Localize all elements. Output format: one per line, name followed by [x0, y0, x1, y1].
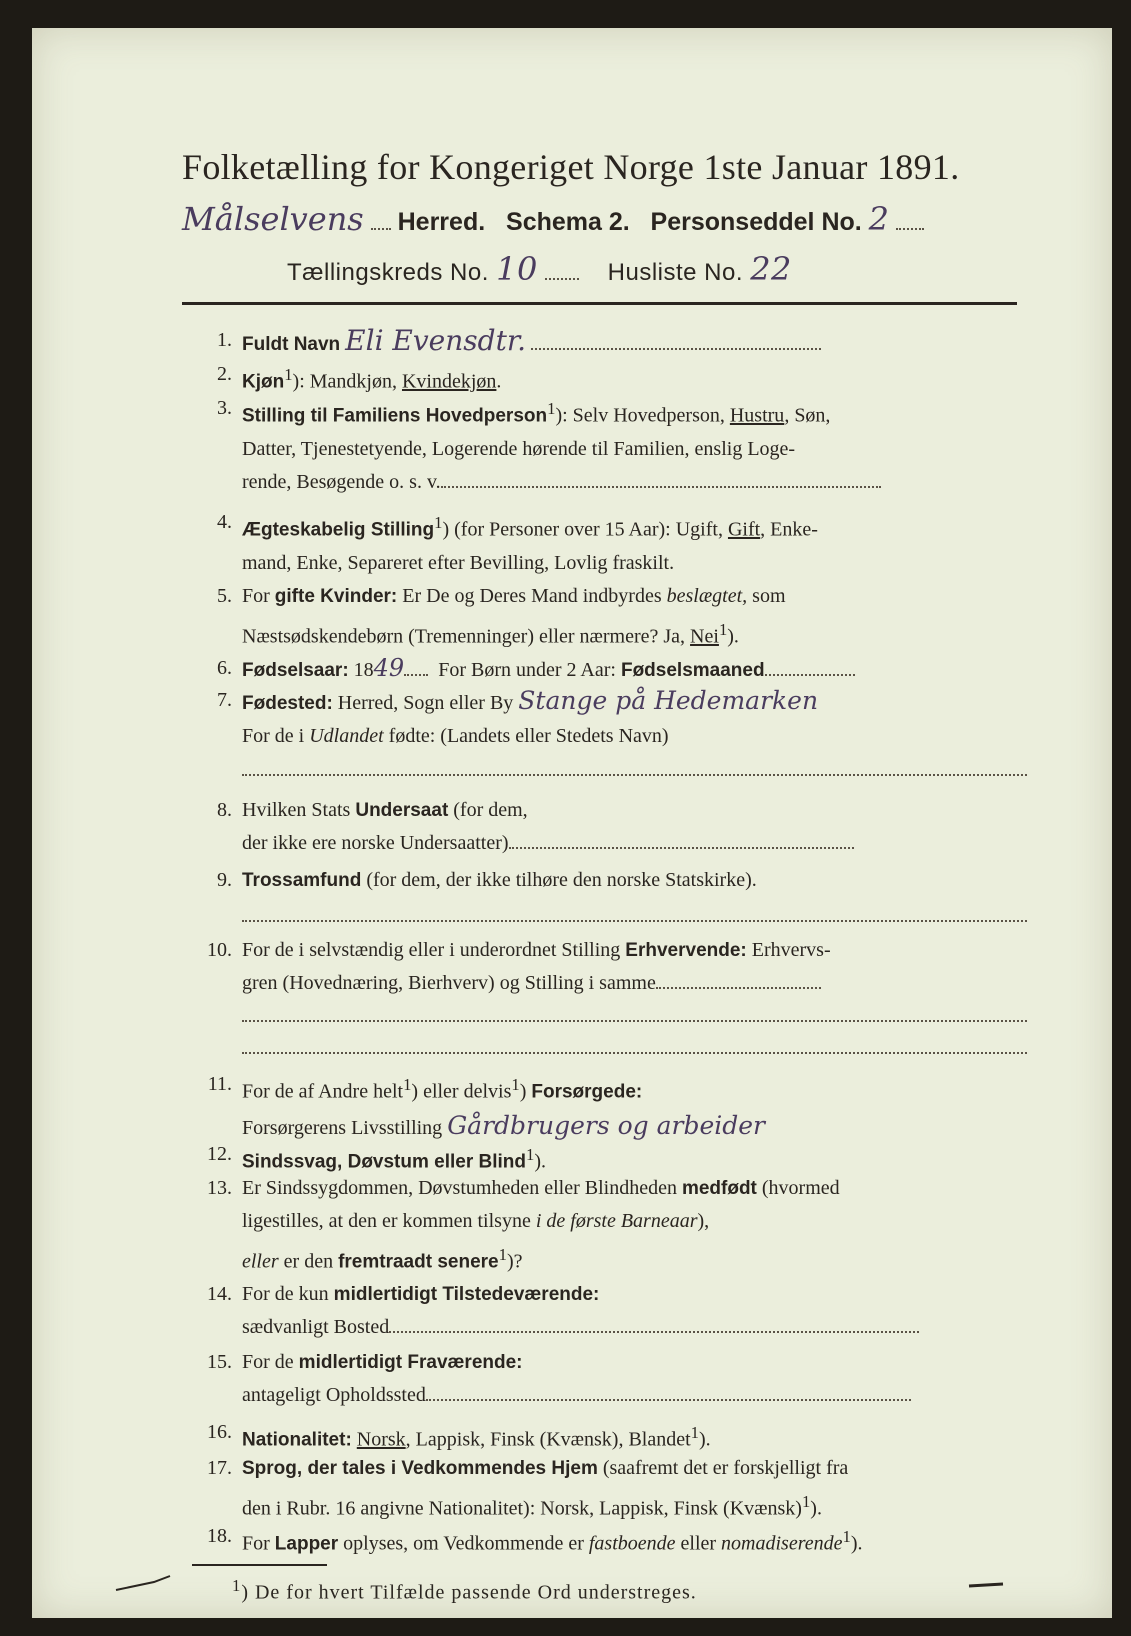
marital-status-label: Ægteskabelig Stilling	[242, 519, 435, 541]
footnote: $^1$) De for hvert Tilfælde passende Ord understreges.	[232, 1576, 697, 1604]
full-name-value: Eli Evensdtr.	[345, 324, 527, 357]
item-13: 13. Er Sindssygdommen, Døvstumheden eller Blindheden medfødt (hvormed ligestilles, at den er kommen tilsyne i de første Barneaar), eller er den fremtraadt senere$^1$)?	[207, 1177, 840, 1273]
full-name-label: Fuldt Navn	[242, 334, 341, 355]
provider-occupation-value: Gårdbrugers og arbeider	[447, 1110, 765, 1140]
item-14: 14. For de kun midlertidigt Tilstedeværende: sædvanligt Bosted	[187, 1278, 1027, 1344]
herred-name: Målselvens	[182, 200, 364, 238]
related-selected: Nei	[690, 625, 719, 648]
item-15: 15. For de midlertidigt Fraværende: antageligt Opholdssted	[187, 1346, 1027, 1412]
birthplace-label: Fødested:	[242, 693, 333, 714]
kreds-label: Tællingskreds No.	[287, 259, 489, 286]
header-rule	[182, 302, 1017, 305]
item-1: 1. Fuldt Navn Eli Evensdtr.	[187, 324, 1027, 358]
item-5: 5. For gifte Kvinder: Er De og Deres Mand indbyrdes beslægtet, som Næstsødskendebørn (Tremenninger) eller nærmere? Ja, Nei$^1$).	[217, 585, 786, 648]
form-title: Folketælling for Kongeriget Norge 1ste Januar 1891.	[182, 147, 960, 187]
item-12: 12. Sindssvag, Døvstum eller Blind$^1$).	[207, 1143, 547, 1173]
herred-label: Herred.	[397, 208, 486, 236]
item-8: 8. Hvilken Stats Undersaat (for dem, der ikke ere norske Undersaatter)	[187, 794, 1027, 860]
item-4: 4. Ægteskabelig Stilling$^1$) (for Personer over 15 Aar): Ugift, Gift, Enke- mand, Enke, Separeret efter Bevilling, Lovlig fraskilt.	[217, 511, 818, 574]
item-10: 10. For de i selvstændig eller i underordnet Stilling Erhvervende: Erhvervs- gren (Hovednæring, Bierhverv) og Stilling i samme	[187, 934, 1027, 1034]
personseddel-label: Personseddel No.	[650, 208, 862, 236]
item-7: 7. Fødested: Herred, Sogn eller By Stange på Hedemarken For de i Udlandet fødte: (Landets eller Stedets Navn)	[187, 684, 1027, 784]
stray-pen-mark	[114, 1568, 174, 1598]
husliste-label: Husliste No.	[607, 259, 744, 286]
husliste-number: 22	[750, 250, 792, 288]
stray-pen-mark	[967, 1576, 1007, 1596]
kreds-number: 10	[496, 250, 538, 288]
schema-label: Schema 2.	[506, 208, 630, 236]
item-17: 17. Sprog, der tales i Vedkommendes Hjem (saafremt det er forskjelligt fra den i Rubr. 16 angivne Nationalitet): Norsk, Lappisk, Finsk (Kvænsk)$^1$).	[207, 1457, 849, 1520]
census-form	[32, 28, 1112, 1618]
kreds-line	[287, 250, 792, 288]
marital-status-selected: Gift	[727, 518, 761, 541]
item-9: 9. Trossamfund (for dem, der ikke tilhøre den norske Statskirke).	[187, 864, 1027, 934]
item-11: 11. For de af Andre helt$^1$) eller delvis$^1$) Forsørgede: Forsørgerens Livsstilling Gårdbrugers og arbeider	[207, 1073, 765, 1140]
birth-year-value: 49	[373, 654, 405, 682]
sex-selected: Kvindekjøn	[401, 370, 497, 393]
item-2: 2. Kjøn$^1$): Mandkjøn, Kvindekjøn.	[217, 363, 502, 393]
item-18: 18. For Lapper oplyses, om Vedkommende er fastboende eller nomadiserende$^1$).	[207, 1525, 863, 1555]
footnote-rule	[192, 1564, 327, 1566]
family-position-selected: Hustru	[729, 404, 785, 427]
personseddel-number: 2	[868, 200, 890, 238]
item-16: 16. Nationalitet: Norsk, Lappisk, Finsk (Kvænsk), Blandet$^1$).	[207, 1421, 711, 1451]
form-header-line	[182, 200, 924, 238]
item-3: 3. Stilling til Familiens Hovedperson$^1$): Selv Hovedperson, Hustru, Søn, Datter, Tjenestetyende, Logerende hørende til Familien, enslig Loge- rende, Besøgende o. s. v.	[187, 392, 1027, 492]
sex-label: Kjøn	[242, 371, 285, 393]
family-position-label: Stilling til Familiens Hovedperson	[242, 405, 548, 427]
nationality-selected: Norsk	[356, 1428, 406, 1451]
birth-year-label: Fødselsaar:	[242, 660, 349, 681]
item-6: 6. Fødselsaar: 1849 For Børn under 2 Aar: Fødselsmaaned	[187, 652, 1027, 686]
birthplace-value: Stange på Hedemarken	[518, 686, 819, 715]
